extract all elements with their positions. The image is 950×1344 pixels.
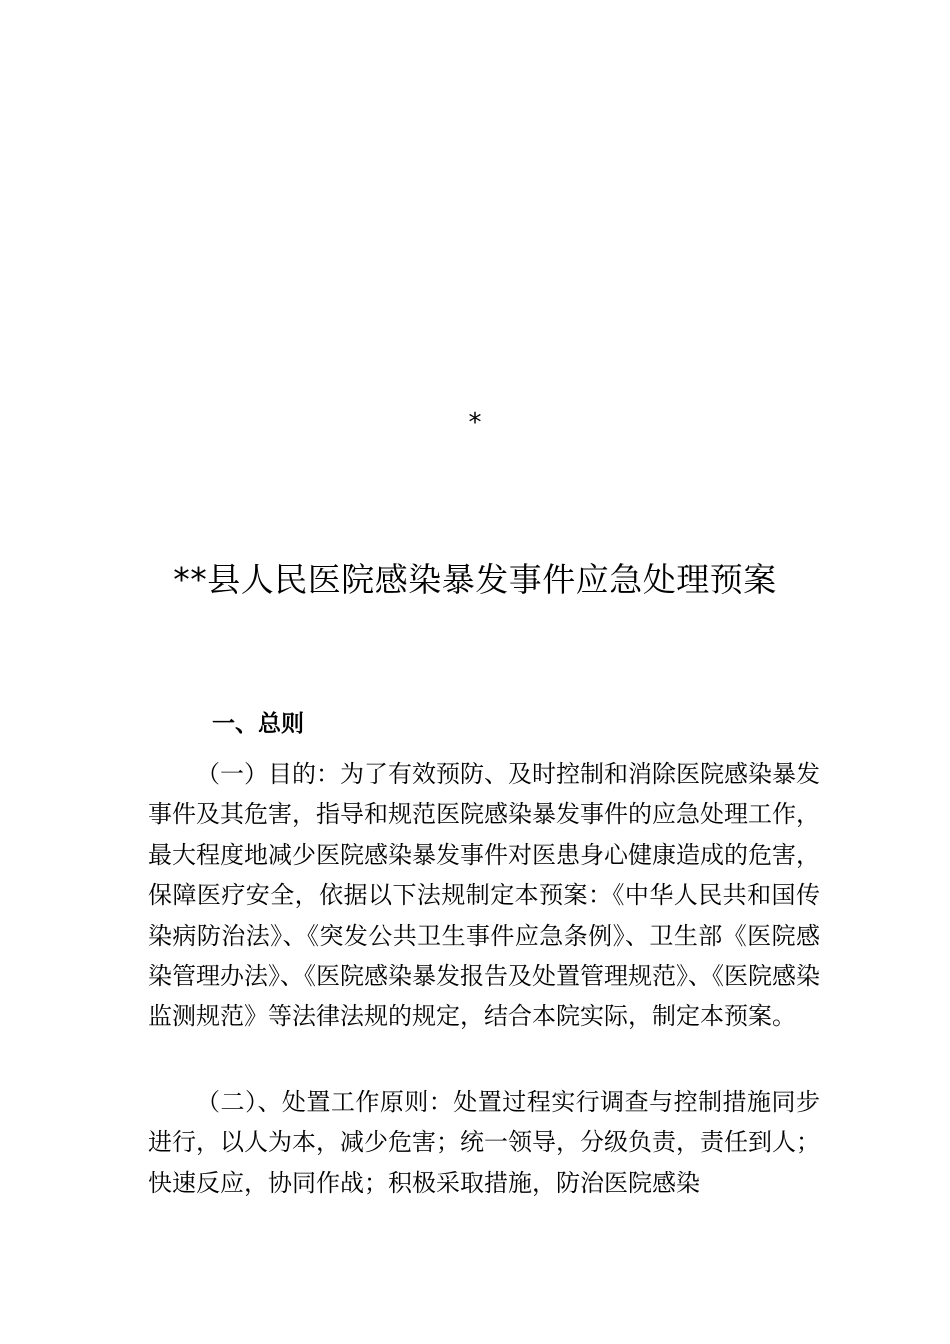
paragraph-principles: （二）、处置工作原则：处置过程实行调查与控制措施同步进行，以人为本，减少危害；统一领导，分级负责，责任到人；快速反应，协同作战；积极采取措施，防治医院感染 xyxy=(148,1088,820,1197)
section-heading: 一、总则 xyxy=(212,711,304,737)
paragraph-purpose: （一）目的：为了有效预防、及时控制和消除医院感染暴发事件及其危害，指导和规范医院感染暴发事件的应急处理工作，最大程度地减少医院感染暴发事件对医患身心健康造成的危害，保障医疗安全，依据以下法规制定本预案：《中华人民共和国传染病防治法》、《突发公共卫生事件应急条例》、卫生部《医院感染管理办法》、《医院感染暴发报告及处置管理规范》、《医院感染监测规范》等法律法规的规定，结合本院实际，制定本预案。 xyxy=(148,760,820,1031)
header-mark: * xyxy=(468,408,482,438)
document-title: **县人民医院感染暴发事件应急处理预案 xyxy=(173,560,777,599)
